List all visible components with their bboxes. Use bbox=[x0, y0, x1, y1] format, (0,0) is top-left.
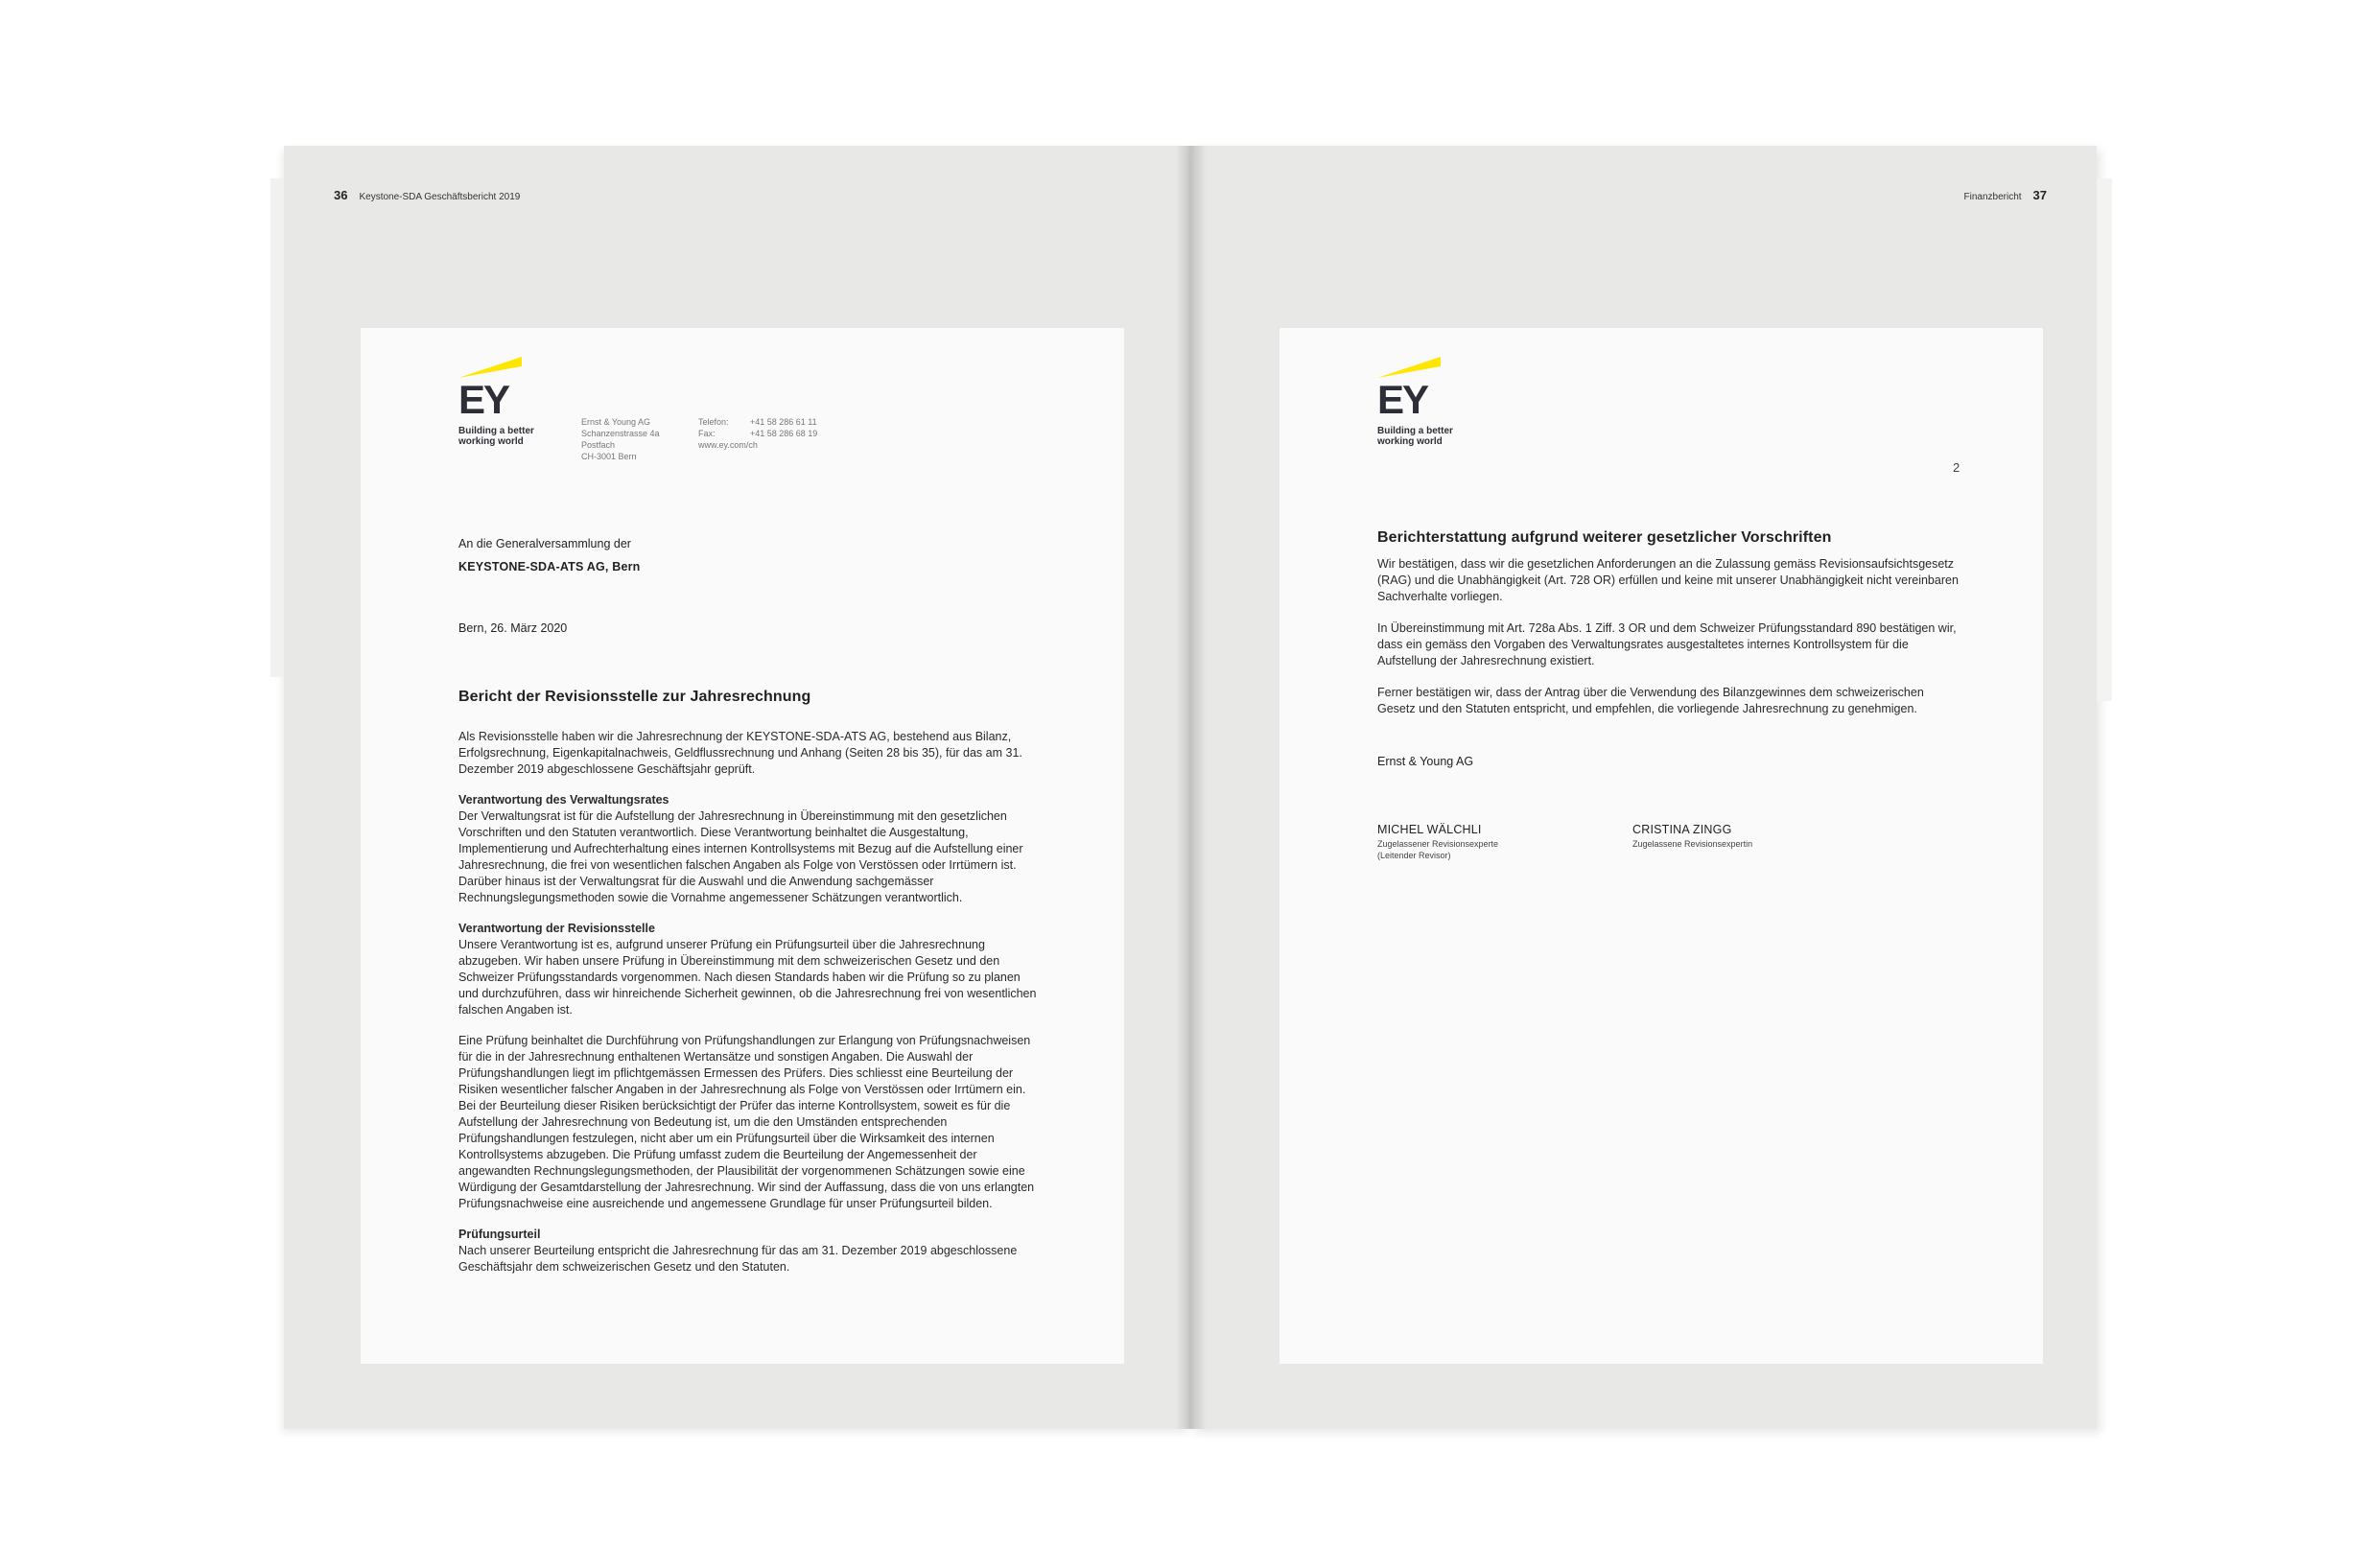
right-book-page bbox=[1190, 146, 2097, 1429]
phone-number: +41 58 286 61 11 bbox=[750, 417, 817, 427]
signer-role: Zugelassene Revisionsexpertin bbox=[1632, 839, 1753, 849]
left-running-header bbox=[334, 188, 520, 202]
right-page-number: 37 bbox=[2032, 188, 2047, 202]
ey-logo bbox=[1377, 357, 1464, 453]
recipient-line: An die Generalversammlung der bbox=[458, 537, 631, 550]
web-address: www.ey.com/ch bbox=[698, 440, 758, 450]
ey-logo-mark: EY bbox=[1377, 377, 1428, 422]
section-heading: Prüfungsurteil bbox=[458, 1228, 541, 1241]
body-paragraph: Ferner bestätigen wir, dass der Antrag über die Verwendung des Bilanzgewinnes dem schweizerischen Gesetz und den Statuten entspricht, und empfehlen, die vorliegende Jahresrechnung zu genehmigen. bbox=[1377, 686, 1924, 715]
left-page-number: 36 bbox=[334, 188, 348, 202]
body-paragraph: In Übereinstimmung mit Art. 728a Abs. 1 Ziff. 3 OR und dem Schweizer Prüfungsstandard 890 bestätigen wir, dass ein gemäss den Vorgaben des Verwaltungsrates ausgestaltetes internes Kontrollsystem für die Aufstellung der Jahresrechnung existiert. bbox=[1377, 621, 1957, 667]
signer-block bbox=[1632, 823, 1752, 850]
section-text: Unsere Verantwortung ist es, aufgrund unserer Prüfung ein Prüfungsurteil über die Jahresrechnung abzugeben. Wir haben unsere Prüfung in Übereinstimmung mit dem schweizerischen Gesetz und den Schweizer Prüfungsstandards vorgenommen. Nach diesen Standards haben wir die Prüfung so zu planen und durchzuführen, dass wir hinreichende Sicherheit gewinnen, ob die Jahresrechnung frei von wesentlichen falschen Angaben ist. bbox=[458, 938, 1037, 1017]
ey-logo-tagline: Building a better working world bbox=[1377, 426, 1453, 447]
left-page-edge bbox=[270, 178, 284, 677]
section-text: Nach unserer Beurteilung entspricht die Jahresrechnung für das am 31. Dezember 2019 abgeschlossene Geschäftsjahr dem schweizerischen Gesetz und den Statuten. bbox=[458, 1244, 1018, 1274]
signer-block bbox=[1377, 823, 1498, 861]
right-running-title: Finanzbericht bbox=[1963, 192, 2022, 202]
book-spread bbox=[284, 146, 2097, 1429]
right-page-edge bbox=[2097, 178, 2112, 701]
left-report-sheet bbox=[361, 328, 1124, 1364]
report-title: Bericht der Revisionsstelle zur Jahresrechnung bbox=[458, 689, 811, 705]
recipient-name: KEYSTONE-SDA-ATS AG, Bern bbox=[458, 560, 641, 573]
left-book-page bbox=[284, 146, 1190, 1429]
body-paragraph: Wir bestätigen, dass wir die gesetzlichen Anforderungen an die Zulassung gemäss Revisionsaufsichtsgesetz (RAG) und die Unabhängigkeit (Art. 728 OR) erfüllen und keine mit unserer Unabhängigkeit nicht vereinbaren Sachverhalte vorliegen. bbox=[1377, 557, 1959, 603]
right-report-sheet bbox=[1279, 328, 2043, 1364]
sheet-number: 2 bbox=[1953, 460, 1960, 475]
ey-logo-tagline: Building a better working world bbox=[458, 426, 534, 447]
report-body bbox=[1377, 556, 1962, 733]
right-sheet-content bbox=[1377, 357, 1960, 860]
intro-paragraph: Als Revisionsstelle haben wir die Jahresrechnung der KEYSTONE-SDA-ATS AG, bestehend aus Bilanz, Erfolgsrechnung, Eigenkapitalnachweis, Geldflussrechnung und Anhang (Seiten 28 bis 35), für das am 31. Dezember 2019 abgeschlossene Geschäftsjahr geprüft. bbox=[458, 730, 1022, 776]
right-running-header bbox=[1964, 188, 2048, 202]
signer-name: MICHEL WÄLCHLI bbox=[1377, 823, 1482, 836]
report-title: Berichterstattung aufgrund weiterer gesetzlicher Vorschriften bbox=[1377, 529, 1832, 546]
section-heading: Verantwortung des Verwaltungsrates bbox=[458, 793, 669, 807]
fax-number: +41 58 286 68 19 bbox=[750, 429, 818, 438]
section-audit-opinion bbox=[458, 1227, 1039, 1275]
letter-date: Bern, 26. März 2020 bbox=[458, 621, 568, 635]
signing-company: Ernst & Young AG bbox=[1377, 755, 1474, 768]
section-heading: Verantwortung der Revisionsstelle bbox=[458, 922, 655, 935]
ey-logo bbox=[458, 357, 545, 453]
signer-role: Zugelassener Revisionsexperte (Leitender Revisor) bbox=[1377, 839, 1499, 860]
ey-logo-mark: EY bbox=[458, 377, 509, 422]
sender-address: Ernst & Young AG Schanzenstrasse 4a Postfach CH-3001 Bern bbox=[581, 417, 660, 461]
section-auditor-responsibility bbox=[458, 921, 1039, 1018]
recipient-block bbox=[458, 532, 641, 578]
section-board-responsibility bbox=[458, 792, 1039, 906]
sender-contact: Telefon: +41 58 286 61 11 Fax: +41 58 286 68 19 www.ey.com/ch bbox=[698, 417, 818, 450]
report-body bbox=[458, 729, 1039, 1290]
section-text: Der Verwaltungsrat ist für die Aufstellung der Jahresrechnung in Übereinstimmung mit den gesetzlichen Vorschriften und den Statuten verantwortlich. Diese Verantwortung beinhaltet die Ausgestaltung, Implementierung und Aufrechterhaltung eines internen Kontrollsystems mit Bezug auf die Aufstellung einer Jahresrechnung, die frei von wesentlichen falschen Angaben als Folge von Verstössen oder Irrtümern ist. Darüber hinaus ist der Verwaltungsrat für die Auswahl und die Anwendung sachgemässer Rechnungslegungsmethoden sowie die Vornahme angemessener Schätzungen verantwortlich. bbox=[458, 809, 1023, 904]
left-running-title: Keystone-SDA Geschäftsbericht 2019 bbox=[359, 192, 521, 202]
signer-name: CRISTINA ZINGG bbox=[1632, 823, 1732, 836]
audit-scope-paragraph: Eine Prüfung beinhaltet die Durchführung von Prüfungshandlungen zur Erlangung von Prüfungsnachweisen für die in der Jahresrechnung enthaltenen Wertansätze und sonstigen Angaben. Die Auswahl der Prüfungshandlungen liegt im pflichtgemässen Ermessen des Prüfers. Dies schliesst eine Beurteilung der Risiken wesentlicher falscher Angaben in der Jahresrechnung als Folge von Verstössen oder Irrtümern ein. Bei der Beurteilung dieser Risiken berücksichtigt der Prüfer das interne Kontrollsystem, soweit es für die Aufstellung der Jahresrechnung von Bedeutung ist, um die den Umständen entsprechenden Prüfungshandlungen festzulegen, nicht aber um ein Prüfungsurteil über die Wirksamkeit des internen Kontrollsystems abzugeben. Die Prüfung umfasst zudem die Beurteilung der Angemessenheit der angewandten Rechnungslegungsmethoden, der Plausibilität der vorgenommenen Schätzungen sowie eine Würdigung der Gesamtdarstellung der Jahresrechnung. Wir sind der Auffassung, dass die von uns erlangten Prüfungsnachweise eine ausreichende und angemessene Grundlage für unser Prüfungsurteil bilden. bbox=[458, 1034, 1035, 1210]
left-sheet-content bbox=[458, 357, 1037, 1274]
book-gutter bbox=[1176, 146, 1207, 1429]
